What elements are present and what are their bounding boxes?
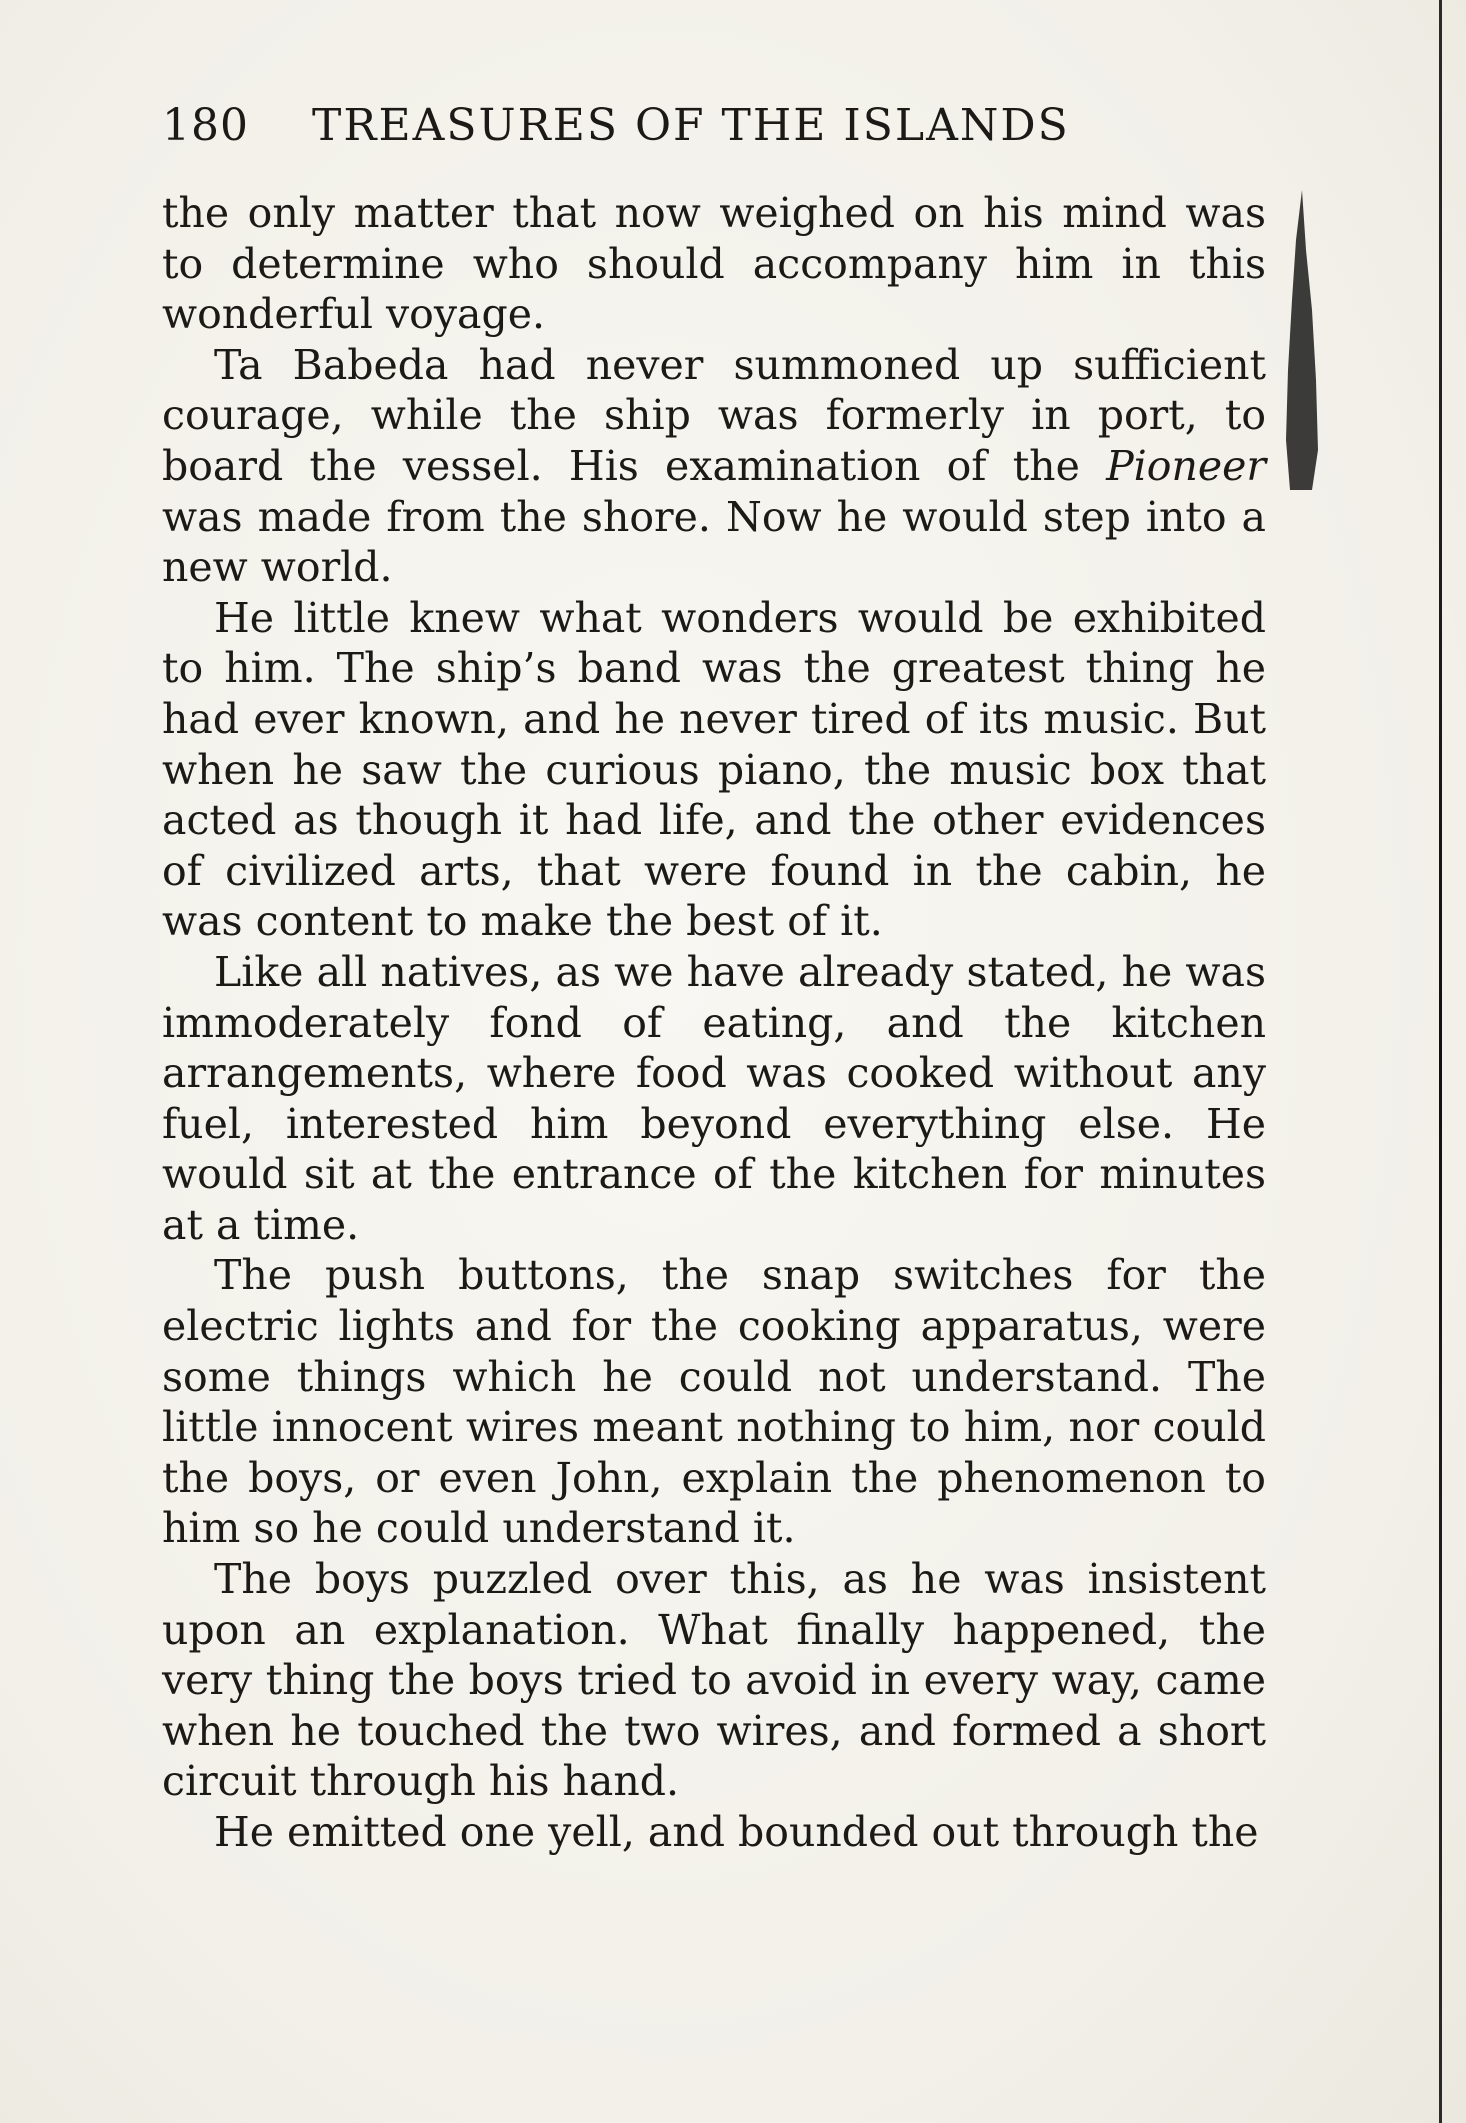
body-text — [162, 188, 1266, 1858]
page-number: 180 — [162, 100, 249, 151]
paragraph-2 — [162, 340, 1266, 593]
text-run: He emitted one yell, and bounded out through the — [214, 1808, 1259, 1856]
text-run: The boys puzzled over this, as he was insistent upon an explanation. What finally happened, the very thing the boys tried to avoid in every way, came when he touched the two wires, and formed a short circuit through his hand. — [162, 1555, 1266, 1806]
paragraph-6 — [162, 1554, 1266, 1807]
text-run: Ta Babeda had never summoned up sufficient courage, while the ship was formerly in port, to board the vessel. His examination of the — [162, 340, 1266, 490]
paragraph-3 — [162, 593, 1266, 947]
text-run: He little knew what wonders would be exhibited to him. The ship’s band was the greatest thing he had ever known, and he never tired of its music. But when he saw the curious piano, the music box that acted as though it had life, and the other evidences of civilized arts, that were found in the cabin, he was content to make the best of it. — [162, 593, 1266, 946]
page-header — [162, 100, 1262, 160]
paragraph-7 — [162, 1807, 1266, 1858]
paragraph-5 — [162, 1250, 1266, 1554]
paragraph-1 — [162, 188, 1266, 340]
text-run: The push buttons, the snap switches for the electric lights and for the cooking apparatus, were some things which he could not understand. The little innocent wires meant nothing to him, nor could the boys, or even John, explain the phenomenon to him so he could understand it. — [162, 1251, 1266, 1553]
text-run: Like all natives, as we have already stated, he was immoderately fond of eating, and the kitchen arrangements, where food was cooked without any fuel, interested him beyond everything else. He would sit at the entrance of the kitchen for minutes at a time. — [162, 947, 1266, 1249]
text-run: was made from the shore. Now he would step into a new world. — [162, 492, 1266, 592]
ship-name-italic: Pioneer — [1106, 441, 1266, 490]
text-run: the only matter that now weighed on his mind was to determine who should accompany him in this wonderful voyage. — [162, 189, 1266, 339]
page-edge-line — [1439, 0, 1442, 2123]
ink-smudge — [1282, 190, 1322, 490]
paragraph-4 — [162, 947, 1266, 1251]
running-head: TREASURES OF THE ISLANDS — [312, 100, 1070, 151]
